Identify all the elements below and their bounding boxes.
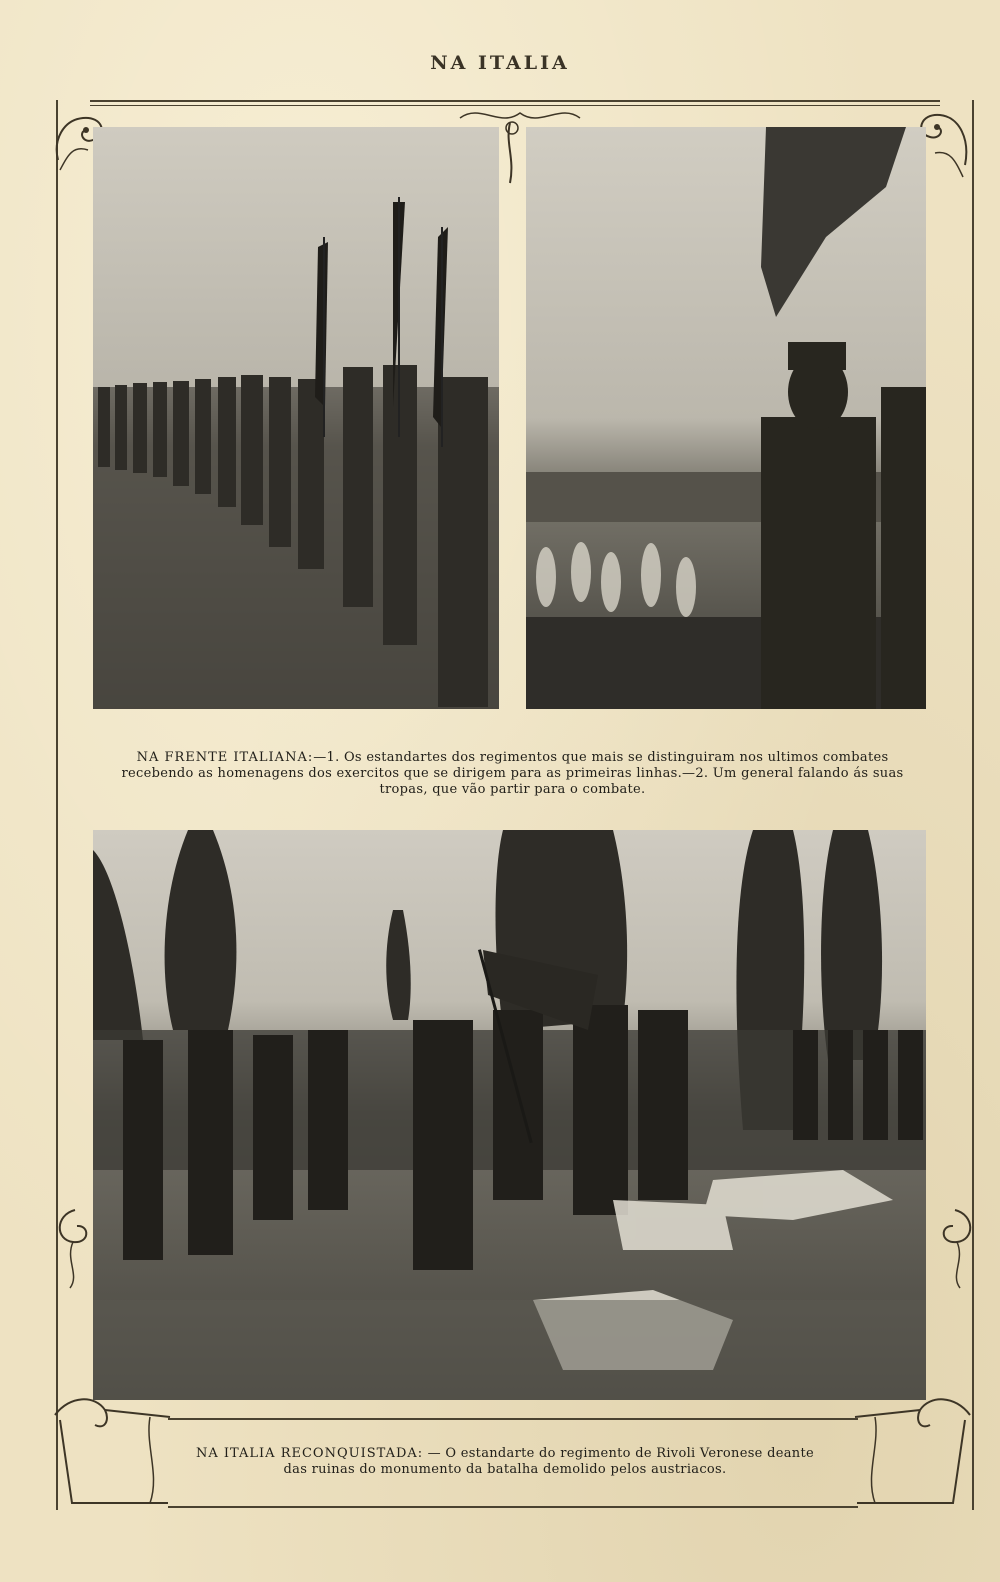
photo-regiment-standards (93, 127, 499, 709)
caption-bottom-lead: NA ITALIA RECONQUISTADA: (196, 1446, 424, 1461)
caption-top-text: —1. Os estandartes dos regimentos que mais se distinguiram nos ultimos combates recebendo as homenagens dos exercitos que se dirigem para as primeiras linhas.—2. Um general falando ás suas tropas, que vão partir para o combate. (121, 750, 904, 797)
corner-ornament-bottom-right (925, 1200, 985, 1290)
page-title: NA ITALIA (430, 52, 570, 74)
photo-rivoli-veronese-standard-image (93, 830, 926, 1400)
scroll-ornament-left (50, 1385, 175, 1510)
photo-general-speaking-image (526, 127, 926, 709)
photo-general-speaking (526, 127, 926, 709)
caption-bottom (195, 1446, 815, 1478)
caption-bottom-text: — O estandarte do regimento de Rivoli Veronese deante das ruinas do monumento da batalha demolido pelos austriacos. (283, 1446, 814, 1477)
caption-top (105, 750, 920, 798)
photo-rivoli-veronese-standard (93, 830, 926, 1400)
scroll-ornament-right (850, 1385, 975, 1510)
caption-top-lead: NA FRENTE ITALIANA: (136, 750, 314, 765)
photo-regiment-standards-image (93, 127, 499, 709)
